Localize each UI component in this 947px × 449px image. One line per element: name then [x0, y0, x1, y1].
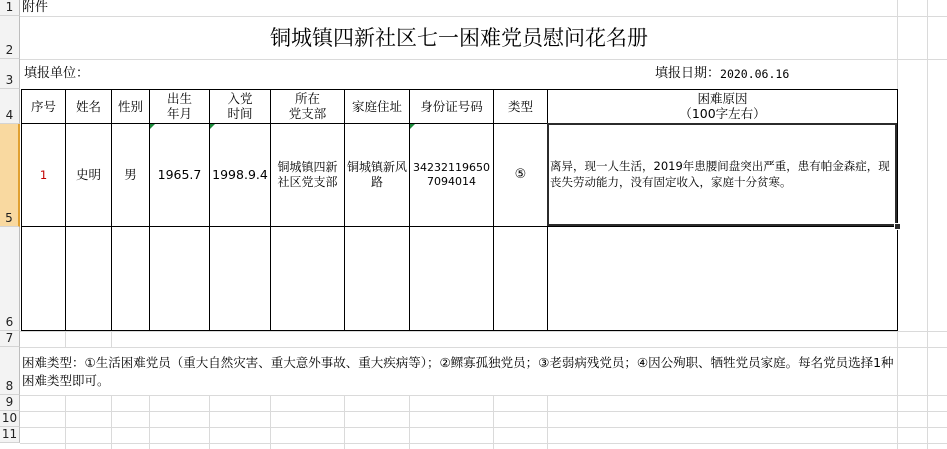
cell-branch[interactable]: 铜城镇四新社区党支部 [277, 160, 338, 189]
row-header-11[interactable]: 11 [0, 427, 20, 443]
cell-birth[interactable]: 1965.7 [157, 167, 202, 183]
fill-date-label: 填报日期： [655, 65, 721, 81]
row-header-8[interactable]: 8 [0, 347, 20, 395]
row-header-2[interactable]: 2 [0, 16, 20, 59]
cell-name[interactable]: 史明 [75, 167, 101, 183]
row-header-1[interactable]: 1 [0, 0, 20, 16]
row-header-4[interactable]: 4 [0, 89, 20, 124]
row-header-7[interactable]: 7 [0, 331, 20, 347]
cell-gender[interactable]: 男 [124, 167, 137, 183]
header-type[interactable]: 类型 [507, 98, 533, 114]
header-seq[interactable]: 序号 [30, 98, 56, 114]
fill-date-value: 2020.06.16 [720, 66, 790, 81]
header-branch[interactable]: 所在 党支部 [288, 91, 327, 121]
cell-address[interactable]: 铜城镇新风路 [346, 160, 407, 189]
attachment-label: 附件 [22, 0, 49, 15]
row-header-9[interactable]: 9 [0, 395, 20, 411]
cell-id[interactable]: 342321196507094014 [413, 161, 490, 188]
row-header-6[interactable]: 6 [0, 227, 20, 331]
cell-reason[interactable]: 离异，现一人生活，2019年患腰间盘突出严重，患有帕金森症，现丧失劳动能力，没有固定收入，家庭十分贫寒。 [550, 159, 890, 189]
fill-date [655, 63, 789, 85]
cell-seq[interactable]: 1 [39, 167, 48, 182]
fill-unit-label: 填报单位： [24, 65, 90, 81]
fill-handle[interactable] [894, 223, 901, 230]
header-address[interactable]: 家庭住址 [351, 98, 402, 114]
row-header-5[interactable]: 5 [0, 124, 20, 227]
footnote: 困难类型：①生活困难党员（重大自然灾害、重大意外事故、重大疾病等）；②鳏寡孤独党员；③老弱病残党员；④因公殉职、牺牲党员家庭。每名党员选择1种困难类型即可。 [22, 354, 894, 388]
header-name[interactable]: 姓名 [75, 98, 101, 114]
header-join[interactable]: 入党 时间 [227, 91, 253, 121]
header-birth[interactable]: 出生 年月 [166, 91, 192, 121]
header-id[interactable]: 身份证号码 [420, 98, 483, 114]
header-reason[interactable]: 困难原因 （100字左右） [679, 91, 766, 121]
cell-join[interactable]: 1998.9.4 [212, 167, 268, 183]
page-title: 铜城镇四新社区七一困难党员慰问花名册 [270, 25, 648, 50]
row-header-3[interactable]: 3 [0, 59, 20, 89]
cell-type[interactable]: ⑤ [514, 166, 527, 182]
header-gender[interactable]: 性别 [117, 98, 143, 114]
selection-outline [547, 123, 897, 226]
row-header-10[interactable]: 10 [0, 411, 20, 427]
